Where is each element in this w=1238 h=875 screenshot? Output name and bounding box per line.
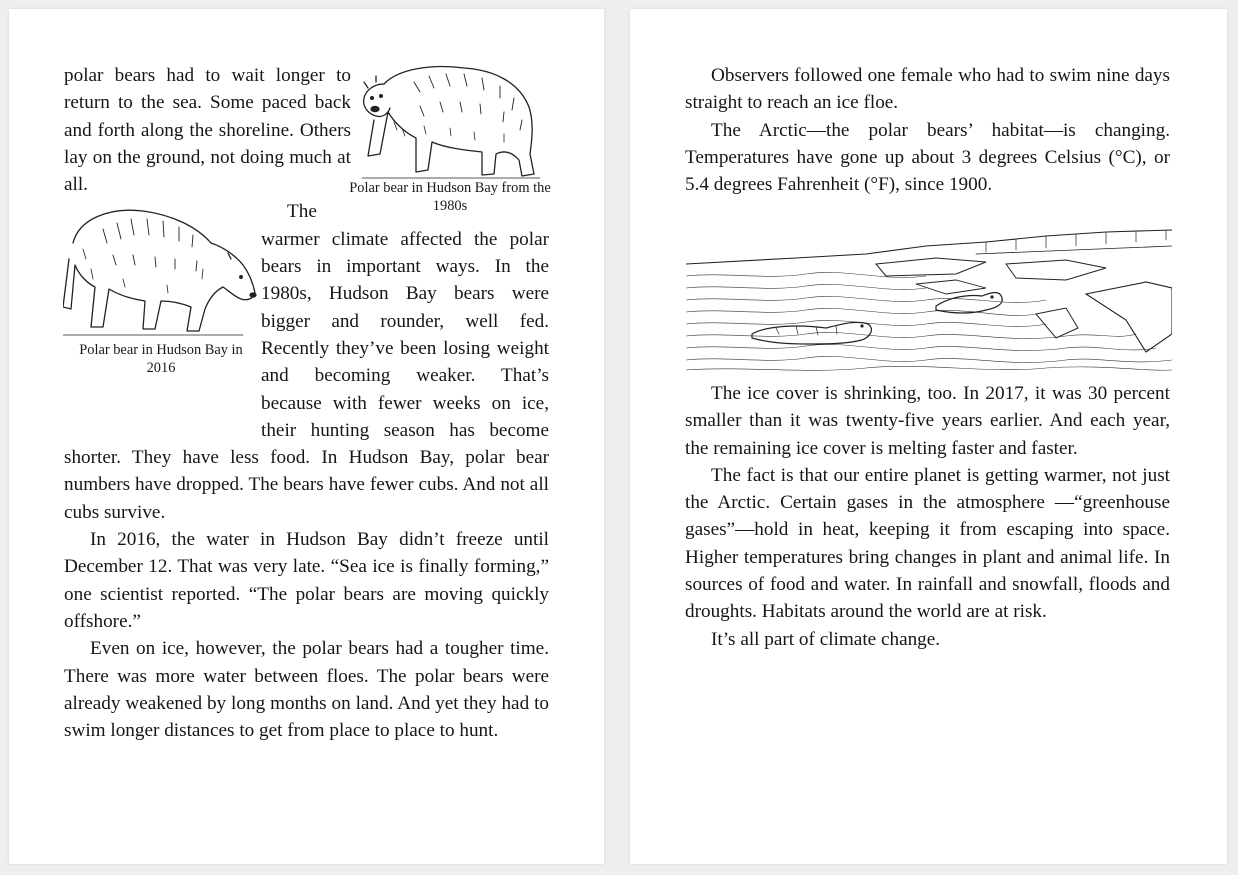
left-page-body-text bbox=[64, 62, 549, 744]
paragraph: Observers followed one female who had to swim nine days straight to reach an ice floe. bbox=[685, 65, 1170, 114]
right-page bbox=[630, 9, 1227, 864]
paragraph: The fact is that our entire planet is getting warmer, not just the Arctic. Certain gases in the atmosphere —“greenhouse gases”—hold in heat, keeping it from escaping into space. Higher temperatures bring changes in plant and animal life. In sources of food and water. In rainfall and snowfall, floods and droughts. Habitats around the world are at risk. bbox=[685, 464, 1170, 623]
swimming-polar-bears-figure bbox=[686, 224, 1172, 379]
paragraph: In 2016, the water in Hudson Bay didn’t freeze until December 12. That was very late. “Sea ice is finally forming,” one scientist reported. “The polar bears are moving quickly offshore.” bbox=[64, 529, 549, 632]
paragraph: The Arctic—the polar bears’ habitat—is changing. Temperatures have gone up about 3 degrees Celsius (°C), or 5.4 degrees Fahrenheit (°F), since 1900. bbox=[685, 119, 1170, 196]
paragraph: The warmer climate affected the polar bears in important ways. In the 1980s, Hudson Bay bears were bigger and rounder, well fed. Recently they’ve been losing weight and becoming weaker. That’s because with fewer weeks on ice, their hunting season has become shorter. They have less food. In Hudson Bay, polar bear numbers have dropped. The bears have fewer cubs. And not all cubs survive. bbox=[64, 201, 549, 523]
right-page-bottom-text bbox=[685, 380, 1170, 653]
figure-caption-2016: Polar bear in Hudson Bay in 2016 bbox=[79, 342, 243, 376]
swimming-polar-bears-illustration bbox=[686, 224, 1172, 374]
left-page bbox=[9, 9, 604, 864]
right-page-top-text bbox=[685, 62, 1170, 198]
paragraph: The ice cover is shrinking, too. In 2017, it was 30 percent smaller than it was twenty-five years earlier. And each year, the remaining ice cover is melting faster and faster. bbox=[685, 383, 1170, 459]
paragraph: Even on ice, however, the polar bears had a tougher time. There was more water between floes. The polar bears were already weakened by long months on land. And yet they had to swim longer distances to get from place to place to hunt. bbox=[64, 638, 549, 742]
paragraph: polar bears had to wait longer to return to the sea. Some paced back and forth along the shoreline. Others lay on the ground, not doing much at all. bbox=[64, 65, 351, 196]
paragraph: It’s all part of climate change. bbox=[711, 628, 941, 650]
figure-caption-1980s: Polar bear in Hudson Bay from the 1980s bbox=[349, 180, 551, 214]
